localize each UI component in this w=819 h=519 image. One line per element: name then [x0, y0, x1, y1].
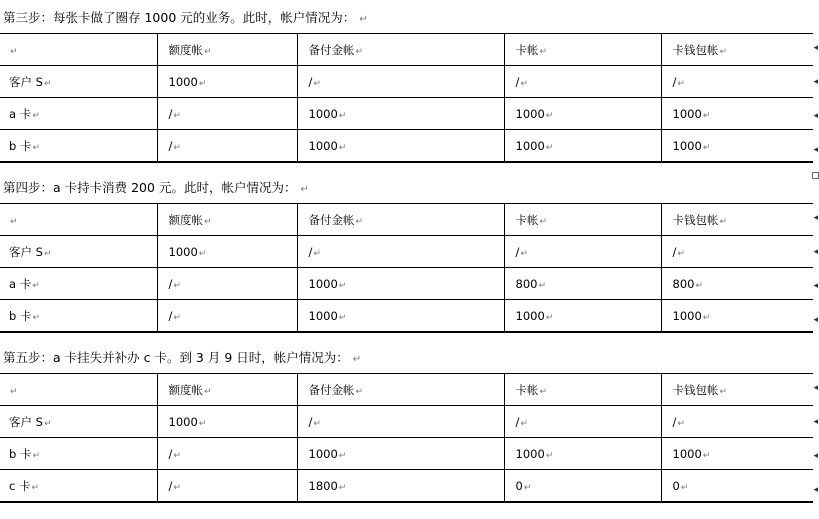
- cell-text: /: [515, 74, 520, 89]
- cell-end-mark-icon: ↵: [204, 386, 212, 397]
- cell-end-mark-icon: ↵: [338, 312, 347, 323]
- table-cell[interactable]: [504, 268, 661, 300]
- table-header-row: [0, 34, 813, 66]
- column-header-cell[interactable]: [157, 204, 297, 236]
- row-end-mark-icon: ◂: [813, 451, 818, 461]
- table-cell[interactable]: [157, 438, 297, 470]
- cell-text: 1000: [515, 138, 545, 153]
- cell-text: 卡钱包帐: [672, 42, 719, 57]
- cell-text: 1000: [308, 138, 338, 153]
- cell-end-mark-icon: ↵: [702, 312, 711, 323]
- cell-end-mark-icon: ↵: [520, 418, 528, 429]
- cell-text: 卡帐: [515, 42, 539, 57]
- table-cell[interactable]: [297, 470, 504, 503]
- cell-text: /: [672, 244, 677, 259]
- cell-text: 额度帐: [168, 212, 203, 227]
- row-end-mark-icon: ◂: [813, 213, 818, 223]
- cell-end-mark-icon: ↵: [677, 78, 685, 89]
- cell-end-mark-icon: ↵: [313, 78, 321, 89]
- cell-text: 备付金帐: [308, 212, 355, 227]
- cell-end-mark-icon: ↵: [173, 482, 181, 493]
- cell-text: 备付金帐: [308, 382, 355, 397]
- table-cell[interactable]: [0, 438, 157, 470]
- cell-end-mark-icon: ↵: [43, 418, 52, 429]
- row-end-mark-icon: ◂: [813, 417, 818, 427]
- cell-text: 1000: [515, 106, 545, 121]
- cell-end-mark-icon: ↵: [173, 142, 181, 153]
- table-header-row: [0, 204, 813, 236]
- cell-text: /: [168, 478, 173, 493]
- cell-end-mark-icon: ↵: [198, 248, 207, 259]
- column-header-cell[interactable]: [157, 374, 297, 406]
- cell-end-mark-icon: ↵: [32, 450, 41, 461]
- table-cell[interactable]: [504, 236, 661, 268]
- row-end-mark-icon: ◂: [813, 111, 818, 121]
- cell-text: /: [308, 74, 313, 89]
- table-cell[interactable]: [661, 236, 813, 268]
- table-cell[interactable]: [0, 98, 157, 130]
- cell-text: 1000: [168, 414, 198, 429]
- cell-end-mark-icon: ↵: [43, 248, 52, 259]
- cell-end-mark-icon: ↵: [173, 450, 181, 461]
- section-heading: [3, 180, 309, 198]
- table-cell[interactable]: [661, 438, 813, 470]
- table-cell[interactable]: [504, 438, 661, 470]
- row-end-mark-icon: ◂: [813, 485, 818, 495]
- cell-text: b 卡: [9, 446, 32, 461]
- cell-text: /: [168, 446, 173, 461]
- table-row: [0, 406, 813, 438]
- table-cell[interactable]: [157, 406, 297, 438]
- column-header-cell[interactable]: [504, 204, 661, 236]
- cell-end-mark-icon: ↵: [204, 216, 212, 227]
- cell-end-mark-icon: ↵: [539, 386, 548, 397]
- paragraph-mark-icon: ↵: [300, 184, 309, 195]
- cell-text: 1800: [308, 478, 338, 493]
- cell-text: /: [168, 276, 173, 291]
- cell-end-mark-icon: ↵: [32, 280, 40, 291]
- cell-end-mark-icon: ↵: [539, 46, 548, 57]
- account-table: [0, 373, 813, 503]
- cell-text: /: [672, 414, 677, 429]
- cell-text: 1000: [168, 244, 198, 259]
- table-cell[interactable]: [504, 406, 661, 438]
- table-cell[interactable]: [157, 236, 297, 268]
- cell-text: 卡钱包帐: [672, 382, 719, 397]
- cell-text: /: [168, 308, 173, 323]
- cell-end-mark-icon: ↵: [520, 248, 528, 259]
- row-end-mark-icon: ◂: [813, 43, 818, 53]
- cell-text: b 卡: [9, 138, 32, 153]
- cell-end-mark-icon: ↵: [539, 216, 548, 227]
- column-header-cell[interactable]: [504, 374, 661, 406]
- section-heading-text: 第三步：每张卡做了圈存 1000 元的业务。此时，帐户情况为：: [3, 10, 356, 25]
- column-header-cell[interactable]: [504, 34, 661, 66]
- cell-text: 客户 S: [9, 244, 43, 259]
- cell-end-mark-icon: ↵: [719, 216, 728, 227]
- cell-end-mark-icon: ↵: [702, 450, 711, 461]
- cell-text: 卡钱包帐: [672, 212, 719, 227]
- cell-text: /: [515, 414, 520, 429]
- table-cell[interactable]: [297, 406, 504, 438]
- table-cell[interactable]: [297, 300, 504, 333]
- table-cell[interactable]: [661, 300, 813, 333]
- cell-end-mark-icon: ↵: [10, 216, 18, 227]
- cell-text: 0: [515, 478, 523, 493]
- cell-text: 客户 S: [9, 414, 43, 429]
- cell-end-mark-icon: ↵: [313, 418, 321, 429]
- cell-end-mark-icon: ↵: [338, 482, 347, 493]
- table-cell[interactable]: [157, 98, 297, 130]
- table-cell[interactable]: [297, 236, 504, 268]
- table-cell[interactable]: [297, 268, 504, 300]
- table-cell[interactable]: [0, 130, 157, 163]
- table-cell[interactable]: [0, 268, 157, 300]
- table-row: [0, 130, 813, 163]
- cell-end-mark-icon: ↵: [173, 110, 181, 121]
- cell-end-mark-icon: ↵: [355, 216, 364, 227]
- cell-end-mark-icon: ↵: [520, 78, 528, 89]
- table-cell[interactable]: [661, 470, 813, 503]
- table-cell[interactable]: [504, 98, 661, 130]
- table-cell[interactable]: [0, 406, 157, 438]
- table-resize-handle[interactable]: [812, 172, 819, 179]
- column-header-cell[interactable]: [297, 374, 504, 406]
- cell-text: b 卡: [9, 308, 32, 323]
- table-cell[interactable]: [157, 470, 297, 503]
- cell-text: 0: [672, 478, 680, 493]
- table-cell[interactable]: [157, 268, 297, 300]
- cell-text: 1000: [308, 276, 338, 291]
- table-row: [0, 268, 813, 300]
- cell-end-mark-icon: ↵: [545, 312, 554, 323]
- column-header-cell[interactable]: [661, 204, 813, 236]
- row-end-mark-icon: ◂: [813, 247, 818, 257]
- account-table: [0, 33, 813, 163]
- cell-end-mark-icon: ↵: [338, 142, 347, 153]
- cell-text: 额度帐: [168, 382, 203, 397]
- cell-end-mark-icon: ↵: [338, 280, 347, 291]
- cell-end-mark-icon: ↵: [32, 110, 40, 121]
- cell-end-mark-icon: ↵: [338, 110, 347, 121]
- column-header-cell[interactable]: [0, 34, 157, 66]
- cell-end-mark-icon: ↵: [198, 418, 207, 429]
- section-heading: [3, 10, 368, 28]
- cell-text: 1000: [515, 308, 545, 323]
- cell-end-mark-icon: ↵: [31, 482, 40, 493]
- table-row: [0, 98, 813, 130]
- cell-text: /: [168, 138, 173, 153]
- table-cell[interactable]: [504, 300, 661, 333]
- cell-end-mark-icon: ↵: [545, 450, 554, 461]
- cell-end-mark-icon: ↵: [545, 110, 554, 121]
- cell-text: 1000: [672, 308, 702, 323]
- cell-end-mark-icon: ↵: [10, 386, 18, 397]
- cell-text: 备付金帐: [308, 42, 355, 57]
- cell-end-mark-icon: ↵: [173, 312, 181, 323]
- cell-end-mark-icon: ↵: [355, 386, 364, 397]
- table-cell[interactable]: [297, 98, 504, 130]
- cell-end-mark-icon: ↵: [32, 312, 41, 323]
- cell-text: 1000: [308, 446, 338, 461]
- paragraph-mark-icon: ↵: [359, 14, 368, 25]
- row-end-mark-icon: ◂: [813, 383, 818, 393]
- row-end-mark-icon: ◂: [813, 315, 818, 325]
- cell-text: 客户 S: [9, 74, 43, 89]
- cell-text: 1000: [308, 106, 338, 121]
- table-cell[interactable]: [0, 300, 157, 333]
- column-header-cell[interactable]: [661, 374, 813, 406]
- cell-text: 1000: [515, 446, 545, 461]
- cell-text: /: [168, 106, 173, 121]
- cell-end-mark-icon: ↵: [538, 280, 546, 291]
- table-cell[interactable]: [157, 300, 297, 333]
- cell-end-mark-icon: ↵: [313, 248, 321, 259]
- cell-end-mark-icon: ↵: [702, 110, 711, 121]
- table-row: [0, 66, 813, 98]
- cell-end-mark-icon: ↵: [702, 142, 711, 153]
- table-cell[interactable]: [661, 130, 813, 163]
- column-header-cell[interactable]: [0, 204, 157, 236]
- cell-text: 800: [672, 276, 695, 291]
- table-cell[interactable]: [661, 66, 813, 98]
- cell-text: 1000: [308, 308, 338, 323]
- cell-text: /: [515, 244, 520, 259]
- table-cell[interactable]: [661, 268, 813, 300]
- column-header-cell[interactable]: [661, 34, 813, 66]
- table-cell[interactable]: [297, 66, 504, 98]
- section-heading: [3, 350, 361, 368]
- row-end-mark-icon: ◂: [813, 77, 818, 87]
- table-row: [0, 438, 813, 470]
- cell-end-mark-icon: ↵: [545, 142, 554, 153]
- cell-end-mark-icon: ↵: [719, 386, 728, 397]
- cell-end-mark-icon: ↵: [695, 280, 703, 291]
- cell-end-mark-icon: ↵: [32, 142, 41, 153]
- cell-end-mark-icon: ↵: [680, 482, 689, 493]
- table-cell[interactable]: [0, 66, 157, 98]
- table-cell[interactable]: [504, 66, 661, 98]
- row-end-mark-icon: ◂: [813, 281, 818, 291]
- cell-text: 额度帐: [168, 42, 203, 57]
- table-header-row: [0, 374, 813, 406]
- cell-text: a 卡: [9, 106, 32, 121]
- cell-text: 800: [515, 276, 538, 291]
- table-cell[interactable]: [504, 130, 661, 163]
- table-row: [0, 300, 813, 333]
- cell-end-mark-icon: ↵: [677, 418, 685, 429]
- cell-text: /: [308, 244, 313, 259]
- table-cell[interactable]: [661, 406, 813, 438]
- column-header-cell[interactable]: [297, 204, 504, 236]
- cell-end-mark-icon: ↵: [719, 46, 728, 57]
- section-heading-text: 第四步：a 卡持卡消费 200 元。此时，帐户情况为：: [3, 180, 297, 195]
- cell-end-mark-icon: ↵: [10, 46, 18, 57]
- cell-end-mark-icon: ↵: [43, 78, 52, 89]
- cell-text: /: [308, 414, 313, 429]
- cell-text: c 卡: [9, 478, 31, 493]
- cell-text: /: [672, 74, 677, 89]
- cell-text: 1000: [672, 138, 702, 153]
- table-cell[interactable]: [504, 470, 661, 503]
- column-header-cell[interactable]: [157, 34, 297, 66]
- cell-text: 1000: [672, 106, 702, 121]
- section-heading-text: 第五步：a 卡挂失并补办 c 卡。到 3 月 9 日时，帐户情况为：: [3, 350, 349, 365]
- cell-end-mark-icon: ↵: [204, 46, 212, 57]
- cell-text: 1000: [168, 74, 198, 89]
- account-table: [0, 203, 813, 333]
- cell-text: 1000: [672, 446, 702, 461]
- paragraph-mark-icon: ↵: [352, 354, 362, 365]
- table-cell[interactable]: [0, 470, 157, 503]
- cell-text: 卡帐: [515, 212, 539, 227]
- column-header-cell[interactable]: [297, 34, 504, 66]
- table-cell[interactable]: [297, 130, 504, 163]
- table-row: [0, 470, 813, 503]
- table-cell[interactable]: [297, 438, 504, 470]
- cell-end-mark-icon: ↵: [355, 46, 364, 57]
- cell-end-mark-icon: ↵: [523, 482, 532, 493]
- cell-text: 卡帐: [515, 382, 539, 397]
- cell-end-mark-icon: ↵: [338, 450, 347, 461]
- table-cell[interactable]: [157, 66, 297, 98]
- cell-end-mark-icon: ↵: [198, 78, 207, 89]
- cell-end-mark-icon: ↵: [677, 248, 685, 259]
- cell-text: a 卡: [9, 276, 32, 291]
- cell-end-mark-icon: ↵: [173, 280, 181, 291]
- table-cell[interactable]: [0, 236, 157, 268]
- column-header-cell[interactable]: [0, 374, 157, 406]
- table-row: [0, 236, 813, 268]
- row-end-mark-icon: ◂: [813, 145, 818, 155]
- table-cell[interactable]: [661, 98, 813, 130]
- table-cell[interactable]: [157, 130, 297, 163]
